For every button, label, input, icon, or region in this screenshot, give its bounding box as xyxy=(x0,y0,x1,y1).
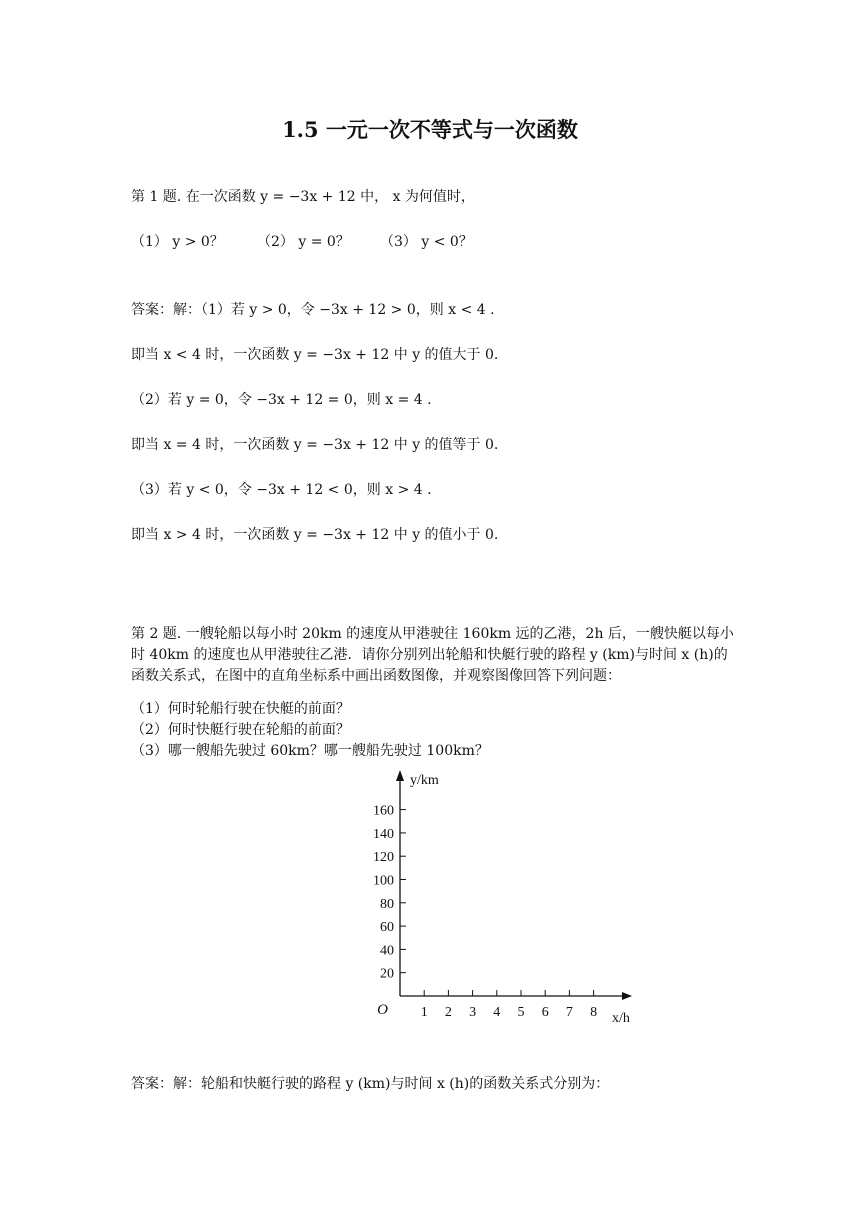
q1-part-3: （3） y < 0？ xyxy=(380,234,473,250)
q1-answer-line-6: 即当 x > 4 时，一次函数 y = −3x + 12 中 y 的值小于 0. xyxy=(131,527,499,543)
q2-question-1: （1）何时轮船行驶在快艇的前面？ xyxy=(131,701,350,717)
y-axis-arrow-icon xyxy=(396,770,404,781)
y-tick-label: 20 xyxy=(380,966,394,982)
x-tick-label: 2 xyxy=(444,1005,452,1020)
y-tick-label: 40 xyxy=(380,943,394,959)
x-axis-arrow-icon xyxy=(622,992,632,1000)
q1-answer-line-2: 即当 x < 4 时，一次函数 y = −3x + 12 中 y 的值大于 0. xyxy=(131,347,499,363)
y-axis-label: y/km xyxy=(410,773,439,788)
q1-prompt: 第 1 题. 在一次函数 y = −3x + 12 中， x 为何值时， xyxy=(131,189,475,205)
q2-question-2: （2）何时快艇行驶在轮船的前面？ xyxy=(131,722,350,738)
q1-part-2: （2） y = 0？ xyxy=(257,234,350,250)
q1-answer-line-3: （2）若 y = 0，令 −3x + 12 = 0，则 x = 4 . xyxy=(131,392,432,408)
q1-answer-line-5: （3）若 y < 0，令 −3x + 12 < 0，则 x > 4 . xyxy=(131,482,432,498)
x-tick-label: 7 xyxy=(565,1005,573,1020)
page-title: 1.5 一元一次不等式与一次函数 xyxy=(282,117,578,142)
q2-answer: 答案：解：轮船和快艇行驶的路程 y (km)与时间 x (h)的函数关系式分别为： xyxy=(131,1076,610,1092)
q2-prompt: 第 2 题. 一艘轮船以每小时 20km 的速度从甲港驶往 160km 远的乙港，2h 后，一艘快艇以每小时 40km 的速度也从甲港驶往乙港．请你分别列出轮船和快艇行驶的路程 y (km)与时间 x (h)的函数关系式，在图中的直角坐标系中画出函数图像，并观察图像回答下列问题： xyxy=(131,626,734,684)
x-tick-label: 3 xyxy=(469,1005,477,1020)
chart-axes-group xyxy=(373,770,632,1026)
y-tick-label: 120 xyxy=(373,850,394,866)
x-tick-label: 6 xyxy=(541,1005,549,1020)
q1-answer-line-1: 答案：解：（1）若 y > 0，令 −3x + 12 > 0，则 x < 4 . xyxy=(131,302,495,318)
q2-question-3: （3）哪一艘船先驶过 60km？哪一艘船先驶过 100km？ xyxy=(131,743,489,759)
q1-part-1: （1） y > 0？ xyxy=(131,234,224,250)
y-tick-label: 80 xyxy=(380,896,394,912)
x-tick-label: 8 xyxy=(590,1005,598,1020)
x-axis-label: x/h xyxy=(612,1011,630,1026)
y-tick-label: 140 xyxy=(373,826,394,842)
origin-label: O xyxy=(377,1002,388,1018)
y-tick-label: 160 xyxy=(373,803,394,819)
coordinate-chart xyxy=(360,760,650,1030)
x-tick-label: 4 xyxy=(493,1005,501,1020)
x-tick-label: 1 xyxy=(420,1005,428,1020)
y-tick-label: 100 xyxy=(373,873,394,889)
q1-answer-line-4: 即当 x = 4 时，一次函数 y = −3x + 12 中 y 的值等于 0. xyxy=(131,437,499,453)
y-tick-label: 60 xyxy=(380,920,394,936)
x-tick-label: 5 xyxy=(517,1005,525,1020)
